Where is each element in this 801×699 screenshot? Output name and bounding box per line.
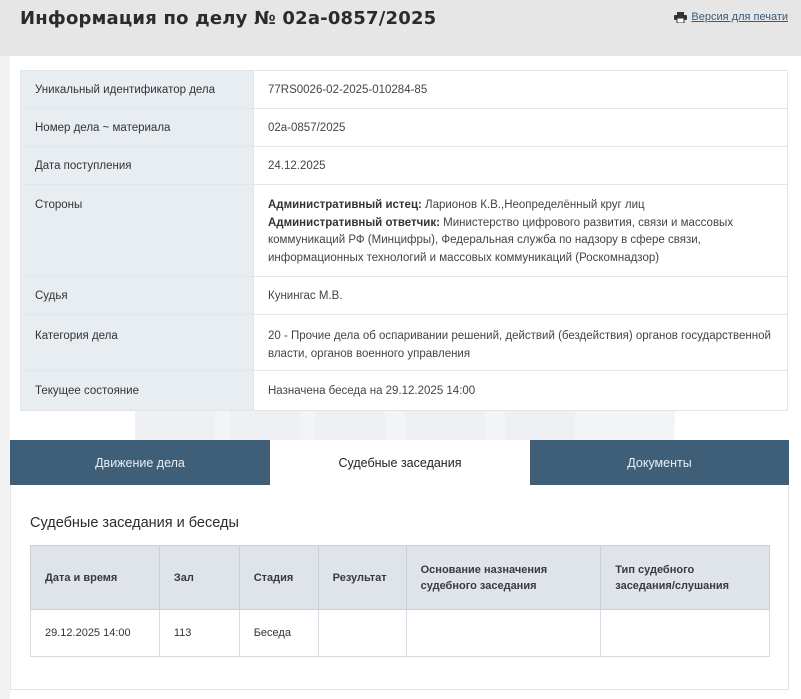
column-header-hall: Зал bbox=[159, 546, 239, 610]
info-value: 77RS0026-02-2025-010284-85 bbox=[254, 71, 788, 109]
info-value-parties bbox=[254, 185, 788, 277]
info-row-judge bbox=[21, 277, 788, 315]
info-row-uid bbox=[21, 71, 788, 109]
info-row-received-date bbox=[21, 147, 788, 185]
defendant-line bbox=[268, 215, 773, 268]
info-key: Категория дела bbox=[21, 315, 254, 371]
info-row-parties bbox=[21, 185, 788, 277]
column-header-stage: Стадия bbox=[239, 546, 318, 610]
tab-case-movement[interactable]: Движение дела bbox=[10, 440, 270, 485]
info-row-category bbox=[21, 315, 788, 371]
hearings-header-row bbox=[31, 546, 770, 610]
case-tabs bbox=[10, 440, 789, 485]
table-row bbox=[31, 610, 770, 657]
hearings-section-title: Судебные заседания и беседы bbox=[30, 515, 239, 531]
column-header-result: Результат bbox=[318, 546, 406, 610]
cell-basis bbox=[406, 610, 601, 657]
info-value: Назначена беседа на 29.12.2025 14:00 bbox=[254, 371, 788, 411]
info-row-current-state bbox=[21, 371, 788, 411]
tab-documents[interactable]: Документы bbox=[530, 440, 789, 485]
cell-hall: 113 bbox=[159, 610, 239, 657]
plaintiff-value: Ларионов К.В.,Неопределённый круг лиц bbox=[421, 199, 645, 211]
info-key: Уникальный идентификатор дела bbox=[21, 71, 254, 109]
column-header-type: Тип судебного заседания/слушания bbox=[601, 546, 770, 610]
info-value: 24.12.2025 bbox=[254, 147, 788, 185]
defendant-value: Министерство цифрового развития, связи и массовых коммуникаций РФ (Минцифры), Федеральная служба по надзору в сфере связи, информационных технологий и массовых коммуникаций (Роскомнадзор) bbox=[268, 216, 734, 264]
column-header-datetime: Дата и время bbox=[31, 546, 160, 610]
info-key: Судья bbox=[21, 277, 254, 315]
info-row-case-number bbox=[21, 109, 788, 147]
hearings-table bbox=[30, 545, 770, 657]
page-header bbox=[0, 0, 801, 56]
info-value: Кунингас М.В. bbox=[254, 277, 788, 315]
cell-datetime: 29.12.2025 14:00 bbox=[31, 610, 160, 657]
info-key: Номер дела ~ материала bbox=[21, 109, 254, 147]
cell-stage: Беседа bbox=[239, 610, 318, 657]
info-value: 20 - Прочие дела об оспаривании решений, действий (бездействия) органов государственной власти, органов военного управления bbox=[254, 315, 788, 371]
plaintiff-label: Административный истец: bbox=[268, 199, 422, 211]
defendant-label: Административный ответчик: bbox=[268, 216, 440, 229]
cell-result bbox=[318, 610, 406, 657]
info-key: Стороны bbox=[21, 185, 254, 277]
info-key: Дата поступления bbox=[21, 147, 254, 185]
print-version-label[interactable]: Версия для печати bbox=[691, 11, 788, 23]
page-title: Информация по делу № 02а-0857/2025 bbox=[20, 8, 437, 29]
plaintiff-line bbox=[268, 197, 773, 215]
tab-court-hearings[interactable]: Судебные заседания bbox=[270, 440, 530, 485]
info-value: 02а-0857/2025 bbox=[254, 109, 788, 147]
column-header-basis: Основание назначения судебного заседания bbox=[406, 546, 601, 610]
cell-type bbox=[601, 610, 770, 657]
print-version-link[interactable] bbox=[674, 11, 788, 23]
case-info-table bbox=[20, 70, 788, 411]
info-key: Текущее состояние bbox=[21, 371, 254, 411]
printer-icon bbox=[674, 12, 687, 23]
